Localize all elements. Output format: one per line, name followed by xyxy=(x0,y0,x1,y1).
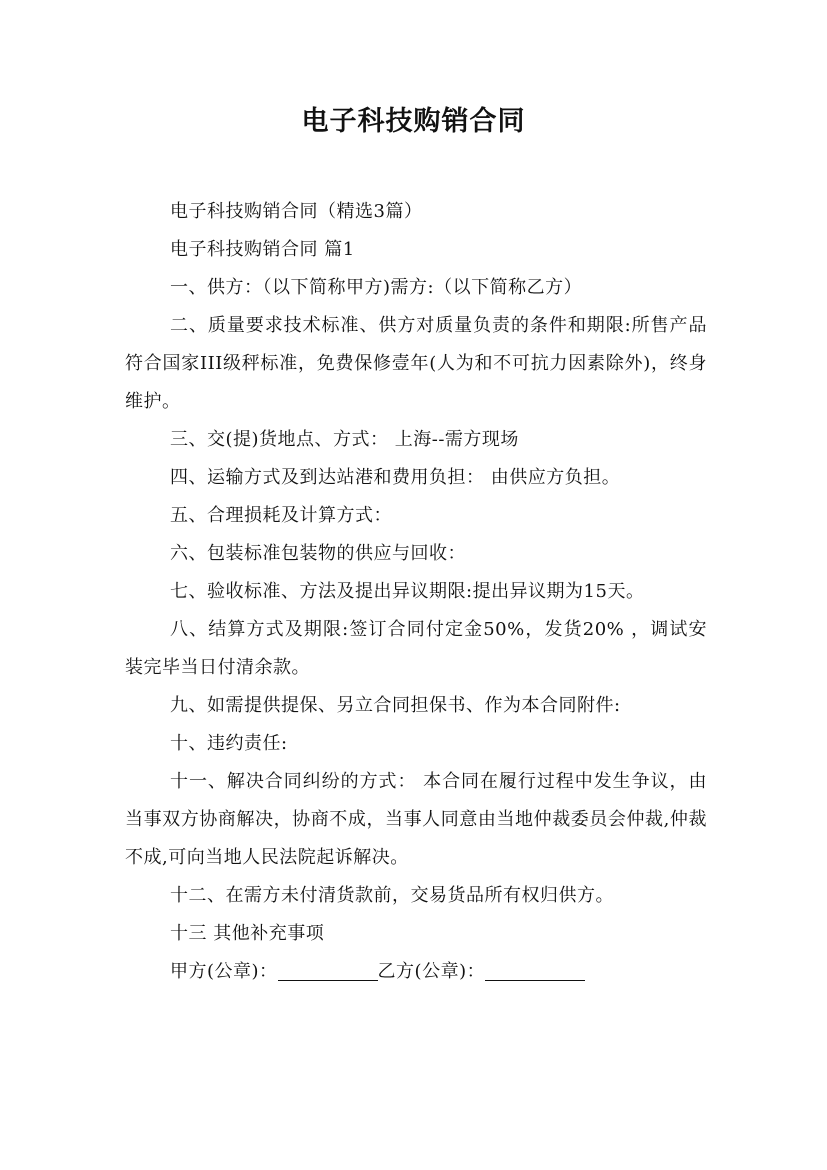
clause-8: 八、结算方式及期限:签订合同付定金50%，发货20% ，调试安装完毕当日付清余款。 xyxy=(125,619,707,678)
clause-9: 九、如需提供提保、另立合同担保书、作为本合同附件: xyxy=(170,695,621,716)
clause-10: 十、违约责任: xyxy=(170,733,288,754)
clause-6: 六、包装标准包装物的供应与回收： xyxy=(170,543,466,564)
clause-12: 十二、在需方未付清货款前，交易货品所有权归供方。 xyxy=(170,885,614,906)
party-b-blank xyxy=(485,960,585,981)
clause-2: 二、质量要求技术标准、供方对质量负责的条件和期限:所售产品符合国家III级秤标准，免费保修壹年(人为和不可抗力因素除外)，终身维护。 xyxy=(125,315,707,412)
clause-5: 五、合理损耗及计算方式： xyxy=(170,505,392,526)
document-title: 电子科技购销合同 xyxy=(301,106,526,137)
clause-3: 三、交(提)货地点、方式： 上海--需方现场 xyxy=(170,429,519,450)
clause-11: 十一、解决合同纠纷的方式： 本合同在履行过程中发生争议，由当事双方协商解决，协商不成，当事人同意由当地仲裁委员会仲裁,仲裁不成,可向当地人民法院起诉解决。 xyxy=(125,771,707,868)
clause-1: 一、供方：（以下简称甲方)需方:（以下简称乙方） xyxy=(170,277,583,298)
party-b-label: 乙方(公章)： xyxy=(377,961,486,982)
party-a-blank xyxy=(278,960,378,981)
paragraph-subtitle: 电子科技购销合同（精选3篇） xyxy=(170,201,423,222)
party-a-label: 甲方(公章)： xyxy=(170,961,278,982)
clause-7: 七、验收标准、方法及提出异议期限:提出异议期为15天。 xyxy=(170,581,645,602)
clause-4: 四、运输方式及到达站港和费用负担： 由供应方负担。 xyxy=(170,467,621,488)
clause-13: 十三 其他补充事项 xyxy=(170,923,325,944)
signature-line xyxy=(125,953,707,991)
document-body xyxy=(125,193,707,991)
paragraph-section-heading: 电子科技购销合同 篇1 xyxy=(170,239,355,260)
